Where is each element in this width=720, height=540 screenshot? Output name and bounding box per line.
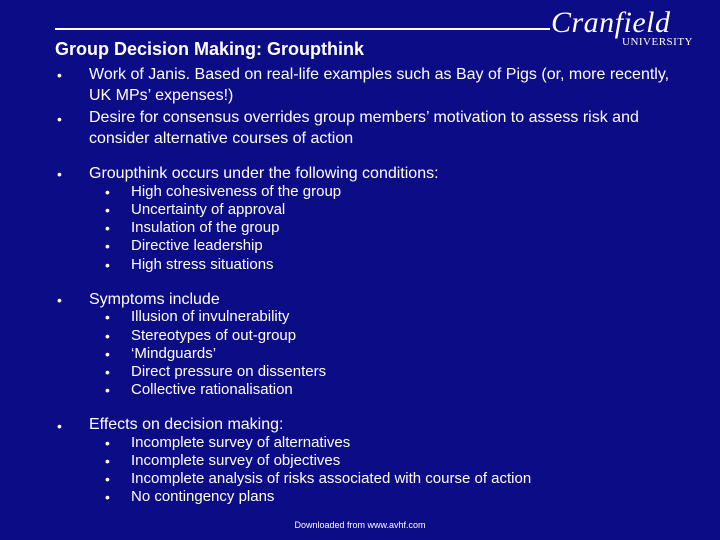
sub-bullet-icon: • [105, 471, 110, 487]
symptom-item: Stereotypes of out-group [131, 327, 297, 344]
sub-bullet-icon: • [105, 382, 110, 398]
section-heading-symptoms: Symptoms include [89, 291, 220, 308]
bullet-icon: • [57, 418, 62, 434]
condition-item: Insulation of the group [131, 219, 280, 236]
footer-source: Downloaded from www.avhf.com [294, 520, 426, 530]
bullet-icon: • [57, 292, 62, 308]
sub-bullet-icon: • [105, 489, 110, 505]
section-heading-conditions: Groupthink occurs under the following conditions: [89, 165, 439, 182]
intro-point-1: Work of Janis. Based on real-life examples such as Bay of Pigs (or, more recently, UK MPs’ expenses!) [89, 66, 670, 104]
sub-bullet-icon: • [105, 220, 110, 236]
sub-bullet-icon: • [105, 453, 110, 469]
sub-bullet-icon: • [105, 309, 110, 325]
condition-item: High cohesiveness of the group [131, 183, 342, 200]
bullet-icon: • [57, 67, 62, 83]
university-logo [549, 6, 709, 52]
symptom-item: Collective rationalisation [131, 381, 293, 398]
condition-item: Uncertainty of approval [131, 201, 286, 218]
effect-item: No contingency plans [131, 488, 275, 505]
sub-bullet-icon: • [105, 257, 110, 273]
header-rule [55, 28, 550, 30]
logo-wordmark: Cranfield [551, 6, 671, 39]
sub-bullet-icon: • [105, 202, 110, 218]
effect-item: Incomplete survey of alternatives [131, 434, 351, 451]
intro-point-2: Desire for consensus overrides group members’ motivation to assess risk and consider alternative courses of action [89, 109, 639, 147]
section-heading-effects: Effects on decision making: [89, 416, 284, 433]
slide-title: Group Decision Making: Groupthink [55, 39, 365, 59]
sub-bullet-icon: • [105, 328, 110, 344]
sub-bullet-icon: • [105, 238, 110, 254]
sub-bullet-icon: • [105, 184, 110, 200]
effect-item: Incomplete survey of objectives [131, 452, 341, 469]
logo-subtitle: UNIVERSITY [622, 36, 693, 48]
sub-bullet-icon: • [105, 346, 110, 362]
bullet-icon: • [57, 166, 62, 182]
sub-bullet-icon: • [105, 435, 110, 451]
condition-item: High stress situations [131, 256, 274, 273]
symptom-item: ‘Mindguards’ [131, 345, 217, 362]
condition-item: Directive leadership [131, 237, 263, 254]
symptom-item: Direct pressure on dissenters [131, 363, 327, 380]
effect-item: Incomplete analysis of risks associated with course of action [131, 470, 532, 487]
symptom-item: Illusion of invulnerability [131, 308, 290, 325]
bullet-icon: • [57, 111, 62, 127]
sub-bullet-icon: • [105, 364, 110, 380]
